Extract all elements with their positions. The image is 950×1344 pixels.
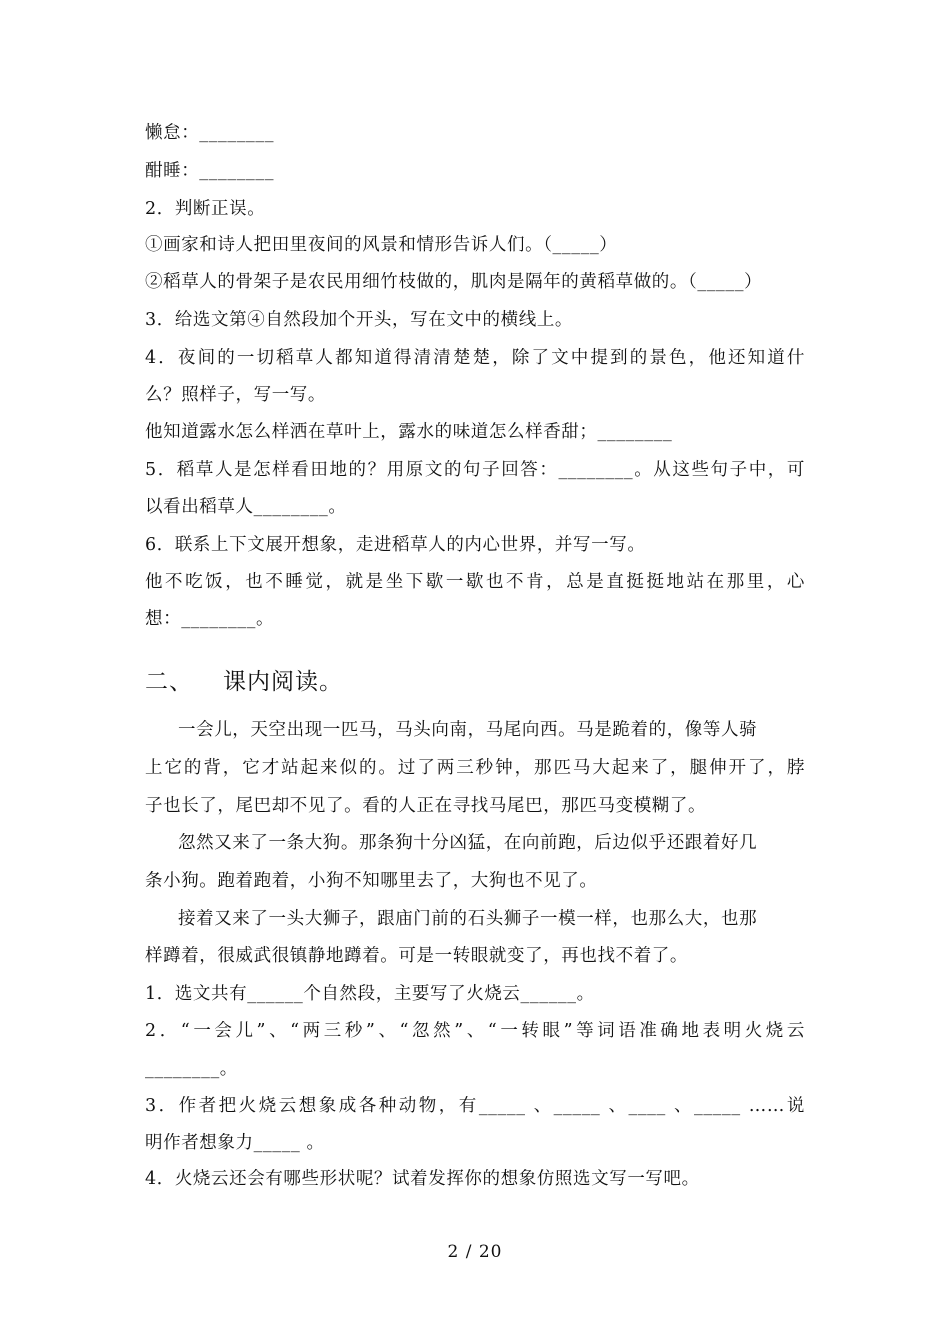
section-2-heading — [145, 666, 343, 698]
question-4-line-2: 么？照样子，写一写。 — [145, 385, 326, 405]
reading-question-1: 1．选文共有______个自然段，主要写了火烧云______。 — [145, 984, 595, 1004]
passage-para-2-line-1: 忽然又来了一条大狗。那条狗十分凶猛，在向前跑，后边似乎还跟着好几 — [178, 833, 758, 853]
question-5-line-1: 5．稻草人是怎样看田地的？用原文的句子回答：________。从这些句子中，可 — [145, 460, 805, 480]
true-false-item-2: ②稻草人的骨架子是农民用细竹枝做的，肌肉是隔年的黄稻草做的。（_____） — [145, 272, 763, 292]
passage-para-3-line-1: 接着又来了一头大狮子，跟庙门前的石头狮子一模一样，也那么大，也那 — [178, 909, 758, 929]
vocab-item-landai: 懒怠：________ — [145, 123, 275, 143]
question-6-prompt-line-1: 他不吃饭，也不睡觉，就是坐下歇一歇也不肯，总是直挺挺地站在那里，心 — [145, 572, 805, 592]
reading-question-2-line-2: ________。 — [145, 1059, 238, 1079]
reading-question-2-line-1: 2．“一会儿”、“两三秒”、“忽然”、“一转眼”等词语准确地表明火烧云 — [145, 1021, 805, 1041]
reading-question-3-line-2: 明作者想象力_____ 。 — [145, 1133, 325, 1153]
passage-para-1-line-1: 一会儿，天空出现一匹马，马头向南，马尾向西。马是跪着的，像等人骑 — [178, 720, 758, 740]
question-6-prompt-line-2: 想：________。 — [145, 609, 275, 629]
section-number: 二、 — [145, 669, 193, 695]
question-6: 6．联系上下文展开想象，走进稻草人的内心世界，并写一写。 — [145, 535, 646, 555]
vocab-item-hanshui: 酣睡：________ — [145, 161, 275, 181]
passage-para-1-line-2: 上它的背，它才站起来似的。过了两三秒钟，那匹马大起来了，腿伸开了，脖 — [145, 758, 805, 778]
passage-para-2-line-2: 条小狗。跑着跑着，小狗不知哪里去了，大狗也不见了。 — [145, 871, 598, 891]
question-2-heading: 2．判断正误。 — [145, 199, 266, 219]
question-5-line-2: 以看出稻草人________。 — [145, 497, 347, 517]
question-4-example: 他知道露水怎么样洒在草叶上，露水的味道怎么样香甜；________ — [145, 422, 673, 442]
question-4-line-1: 4．夜间的一切稻草人都知道得清清楚楚，除了文中提到的景色，他还知道什 — [145, 348, 805, 368]
passage-para-3-line-2: 样蹲着，很威武很镇静地蹲着。可是一转眼就变了，再也找不着了。 — [145, 946, 688, 966]
reading-question-4: 4．火烧云还会有哪些形状呢？试着发挥你的想象仿照选文写一写吧。 — [145, 1169, 700, 1189]
section-title: 课内阅读。 — [223, 669, 343, 695]
page-number: 2 / 20 — [447, 1242, 503, 1262]
passage-para-1-line-3: 子也长了，尾巴却不见了。看的人正在寻找马尾巴，那匹马变模糊了。 — [145, 796, 707, 816]
reading-question-3-line-1: 3．作者把火烧云想象成各种动物，有_____ 、_____ 、____ 、_____ ……说 — [145, 1096, 805, 1116]
question-3: 3．给选文第④自然段加个开头，写在文中的横线上。 — [145, 310, 574, 330]
true-false-item-1: ①画家和诗人把田里夜间的风景和情形告诉人们。（_____） — [145, 235, 618, 255]
